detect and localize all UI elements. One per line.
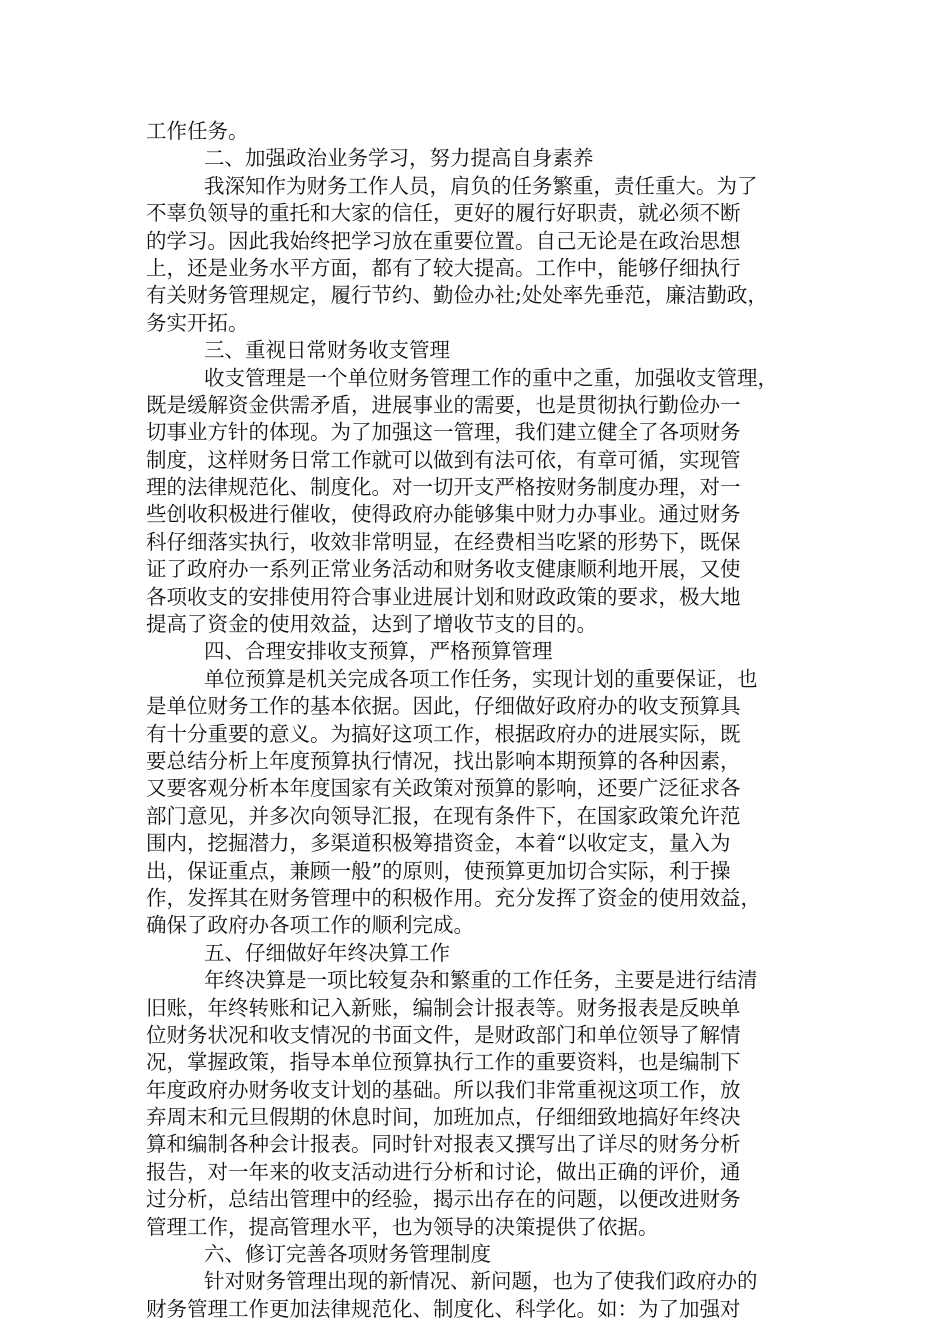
- paragraph-line: 年度政府办财务收支计划的基础。所以我们非常重视这项工作，放: [146, 1077, 741, 1102]
- paragraph-line: 有十分重要的意义。为搞好这项工作，根据政府办的进展实际，既: [146, 721, 741, 746]
- paragraph-line: 报告，对一年来的收支活动进行分析和讨论，做出正确的评价，通: [146, 1159, 741, 1184]
- paragraph-line: 又要客观分析本年度国家有关政策对预算的影响，还要广泛征求各: [146, 776, 741, 801]
- paragraph-line: 科仔细落实执行，收效非常明显，在经费相当吃紧的形势下，既保: [146, 529, 741, 554]
- paragraph-line: 确保了政府办各项工作的顺利完成。: [146, 913, 474, 938]
- paragraph-line: 上，还是业务水平方面，都有了较大提高。工作中，能够仔细执行: [146, 255, 741, 280]
- paragraph-line: 制度，这样财务日常工作就可以做到有法可依，有章可循，实现管: [146, 447, 741, 472]
- paragraph-line: 工作任务。: [146, 119, 249, 143]
- paragraph-line: 的学习。因此我始终把学习放在重要位置。自己无论是在政治思想: [146, 228, 741, 253]
- section-heading: 六、修订完善各项财务管理制度: [204, 1242, 491, 1267]
- paragraph-line: 围内，挖掘潜力，多渠道积极筹措资金，本着“以收定支，量入为: [146, 831, 731, 856]
- paragraph-line: 过分析，总结出管理中的经验，揭示出存在的问题，以便改进财务: [146, 1187, 741, 1212]
- paragraph-line: 况，掌握政策，指导本单位预算执行工作的重要资料，也是编制下: [146, 1050, 741, 1075]
- paragraph-line: 弃周末和元旦假期的休息时间，加班加点，仔细细致地搞好年终决: [146, 1105, 741, 1130]
- paragraph-line: 年终决算是一项比较复杂和繁重的工作任务，主要是进行结清: [204, 968, 758, 993]
- paragraph-line: 证了政府办一系列正常业务活动和财务收支健康顺利地开展，又使: [146, 557, 741, 582]
- paragraph-line: 我深知作为财务工作人员，肩负的任务繁重，责任重大。为了: [204, 173, 758, 198]
- paragraph-line: 位财务状况和收支情况的书面文件，是财政部门和单位领导了解情: [146, 1022, 741, 1047]
- section-heading: 二、加强政治业务学习，努力提高自身素养: [204, 146, 594, 171]
- paragraph-line: 管理工作，提高管理水平，也为领导的决策提供了依据。: [146, 1214, 659, 1239]
- paragraph-line: 理的法律规范化、制度化。对一切开支严格按财务制度办理，对一: [146, 475, 741, 500]
- paragraph-line: 提高了资金的使用效益，达到了增收节支的目的。: [146, 612, 597, 637]
- paragraph-line: 针对财务管理出现的新情况、新问题，也为了使我们政府办的: [204, 1269, 758, 1294]
- section-heading: 四、合理安排收支预算，严格预算管理: [204, 639, 553, 664]
- paragraph-line: 出，保证重点，兼顾一般”的原则，使预算更加切合实际，利于操: [146, 858, 731, 883]
- paragraph-line: 要总结分析上年度预算执行情况，找出影响本期预算的各种因素，: [146, 748, 741, 773]
- section-heading: 三、重视日常财务收支管理: [204, 338, 450, 363]
- paragraph-line: 财务管理工作更加法律规范化、制度化、科学化。如：为了加强对: [146, 1296, 741, 1321]
- paragraph-line: 单位预算是机关完成各项工作任务，实现计划的重要保证，也: [204, 666, 758, 691]
- paragraph-line: 有关财务管理规定，履行节约、勤俭办社;处处率先垂范，廉洁勤政，: [146, 283, 768, 308]
- paragraph-line: 是单位财务工作的基本依据。因此，仔细做好政府办的收支预算具: [146, 694, 741, 719]
- paragraph-line: 不辜负领导的重托和大家的信任，更好的履行好职责，就必须不断: [146, 201, 741, 226]
- paragraph-line: 算和编制各种会计报表。同时针对报表又撰写出了详尽的财务分析: [146, 1132, 741, 1157]
- paragraph-line: 收支管理是一个单位财务管理工作的重中之重，加强收支管理，: [204, 365, 778, 390]
- paragraph-line: 切事业方针的体现。为了加强这一管理，我们建立健全了各项财务: [146, 420, 741, 445]
- paragraph-line: 部门意见，并多次向领导汇报，在现有条件下，在国家政策允许范: [146, 803, 741, 828]
- section-heading: 五、仔细做好年终决算工作: [204, 940, 450, 965]
- paragraph-line: 些创收积极进行催收，使得政府办能够集中财力办事业。通过财务: [146, 502, 741, 527]
- paragraph-line: 作，发挥其在财务管理中的积极作用。充分发挥了资金的使用效益，: [146, 885, 761, 910]
- paragraph-line: 务实开拓。: [146, 310, 249, 335]
- paragraph-line: 各项收支的安排使用符合事业进展计划和财政政策的要求，极大地: [146, 584, 741, 609]
- document-page: [146, 118, 806, 1323]
- paragraph-line: 既是缓解资金供需矛盾，进展事业的需要，也是贯彻执行勤俭办一: [146, 392, 741, 417]
- paragraph-line: 旧账，年终转账和记入新账，编制会计报表等。财务报表是反映单: [146, 995, 741, 1020]
